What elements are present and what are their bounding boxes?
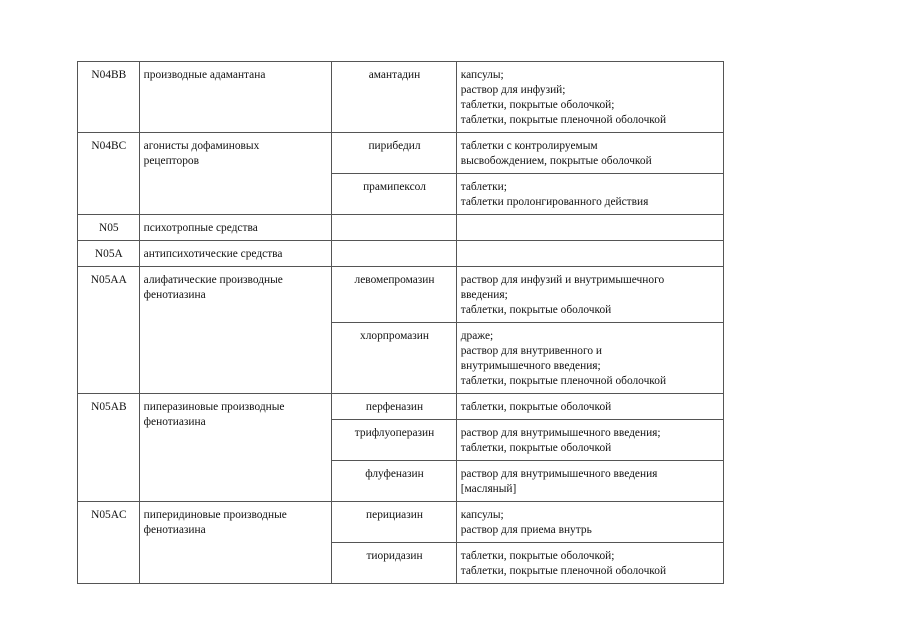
group-name-line: алифатические производные	[143, 274, 283, 286]
dosage-form-cell	[456, 461, 723, 502]
drug-name-cell: пирибедил	[332, 133, 456, 174]
dosage-form-cell	[456, 215, 723, 241]
dosage-form-cell	[456, 133, 723, 174]
atc-code-cell: N05AC	[78, 502, 140, 584]
dosage-form-cell	[456, 543, 723, 584]
dosage-form-cell	[456, 394, 723, 420]
dosage-form-line: раствор для инфузий;	[460, 84, 566, 96]
dosage-form-line: раствор для внутримышечного введения	[460, 468, 658, 480]
group-name-line: агонисты дофаминовых	[143, 140, 260, 152]
dosage-form-line: таблетки, покрытые пленочной оболочкой	[460, 375, 667, 387]
group-name-cell	[139, 241, 332, 267]
dosage-form-cell	[456, 502, 723, 543]
dosage-form-line: введения;	[460, 289, 508, 301]
table-row	[78, 394, 724, 420]
dosage-form-cell	[456, 241, 723, 267]
group-name-line: психотропные средства	[143, 222, 258, 234]
group-name-cell	[139, 502, 332, 584]
atc-code-cell: N05	[78, 215, 140, 241]
table-row	[78, 133, 724, 174]
dosage-form-cell	[456, 267, 723, 323]
table-row	[78, 502, 724, 543]
dosage-form-cell	[456, 420, 723, 461]
drug-table	[77, 61, 724, 584]
dosage-form-cell	[456, 323, 723, 394]
drug-name-cell: трифлуоперазин	[332, 420, 456, 461]
group-name-cell	[139, 267, 332, 394]
atc-code-cell: N04BB	[78, 62, 140, 133]
dosage-form-line: раствор для внутримышечного введения;	[460, 427, 661, 439]
dosage-form-line: таблетки, покрытые оболочкой;	[460, 99, 615, 111]
dosage-form-line: таблетки с контролируемым	[460, 140, 598, 152]
atc-code-cell: N05AB	[78, 394, 140, 502]
dosage-form-line: раствор для приема внутрь	[460, 524, 592, 536]
group-name-cell	[139, 133, 332, 215]
group-name-cell	[139, 394, 332, 502]
drug-name-cell: флуфеназин	[332, 461, 456, 502]
dosage-form-line: внутримышечного введения;	[460, 360, 601, 372]
dosage-form-line: капсулы;	[460, 509, 504, 521]
group-name-line: производные адамантана	[143, 69, 266, 81]
group-name-line: рецепторов	[143, 155, 199, 167]
atc-code-cell: N05AA	[78, 267, 140, 394]
group-name-line: фенотиазина	[143, 524, 206, 536]
group-name-cell	[139, 62, 332, 133]
drug-name-cell: тиоридазин	[332, 543, 456, 584]
drug-name-cell: перфеназин	[332, 394, 456, 420]
dosage-form-line: капсулы;	[460, 69, 504, 81]
dosage-form-line: таблетки, покрытые оболочкой	[460, 442, 612, 454]
drug-name-cell	[332, 241, 456, 267]
dosage-form-line: таблетки;	[460, 181, 507, 193]
group-name-cell	[139, 215, 332, 241]
dosage-form-cell	[456, 174, 723, 215]
table-row	[78, 241, 724, 267]
group-name-line: фенотиазина	[143, 416, 206, 428]
atc-code-cell: N05A	[78, 241, 140, 267]
dosage-form-line: [масляный]	[460, 483, 517, 495]
table-row	[78, 215, 724, 241]
table-row	[78, 62, 724, 133]
dosage-form-line: таблетки, покрытые оболочкой	[460, 401, 612, 413]
dosage-form-line: раствор для инфузий и внутримышечного	[460, 274, 665, 286]
drug-name-cell: левомепромазин	[332, 267, 456, 323]
drug-name-cell: прамипексол	[332, 174, 456, 215]
drug-name-cell	[332, 215, 456, 241]
group-name-line: фенотиазина	[143, 289, 206, 301]
drug-name-cell: хлорпромазин	[332, 323, 456, 394]
atc-code-cell: N04BC	[78, 133, 140, 215]
table-row	[78, 267, 724, 323]
table-body	[78, 62, 724, 584]
dosage-form-line: таблетки пролонгированного действия	[460, 196, 649, 208]
dosage-form-line: раствор для внутривенного и	[460, 345, 602, 357]
dosage-form-line: драже;	[460, 330, 494, 342]
drug-name-cell: перициазин	[332, 502, 456, 543]
dosage-form-line: высвобождением, покрытые оболочкой	[460, 155, 652, 167]
drug-name-cell: амантадин	[332, 62, 456, 133]
dosage-form-line: таблетки, покрытые оболочкой;	[460, 550, 615, 562]
dosage-form-line: таблетки, покрытые пленочной оболочкой	[460, 114, 667, 126]
dosage-form-cell	[456, 62, 723, 133]
dosage-form-line: таблетки, покрытые пленочной оболочкой	[460, 565, 667, 577]
group-name-line: антипсихотические средства	[143, 248, 283, 260]
group-name-line: пиперидиновые производные	[143, 509, 287, 521]
dosage-form-line: таблетки, покрытые оболочкой	[460, 304, 612, 316]
group-name-line: пиперазиновые производные	[143, 401, 285, 413]
